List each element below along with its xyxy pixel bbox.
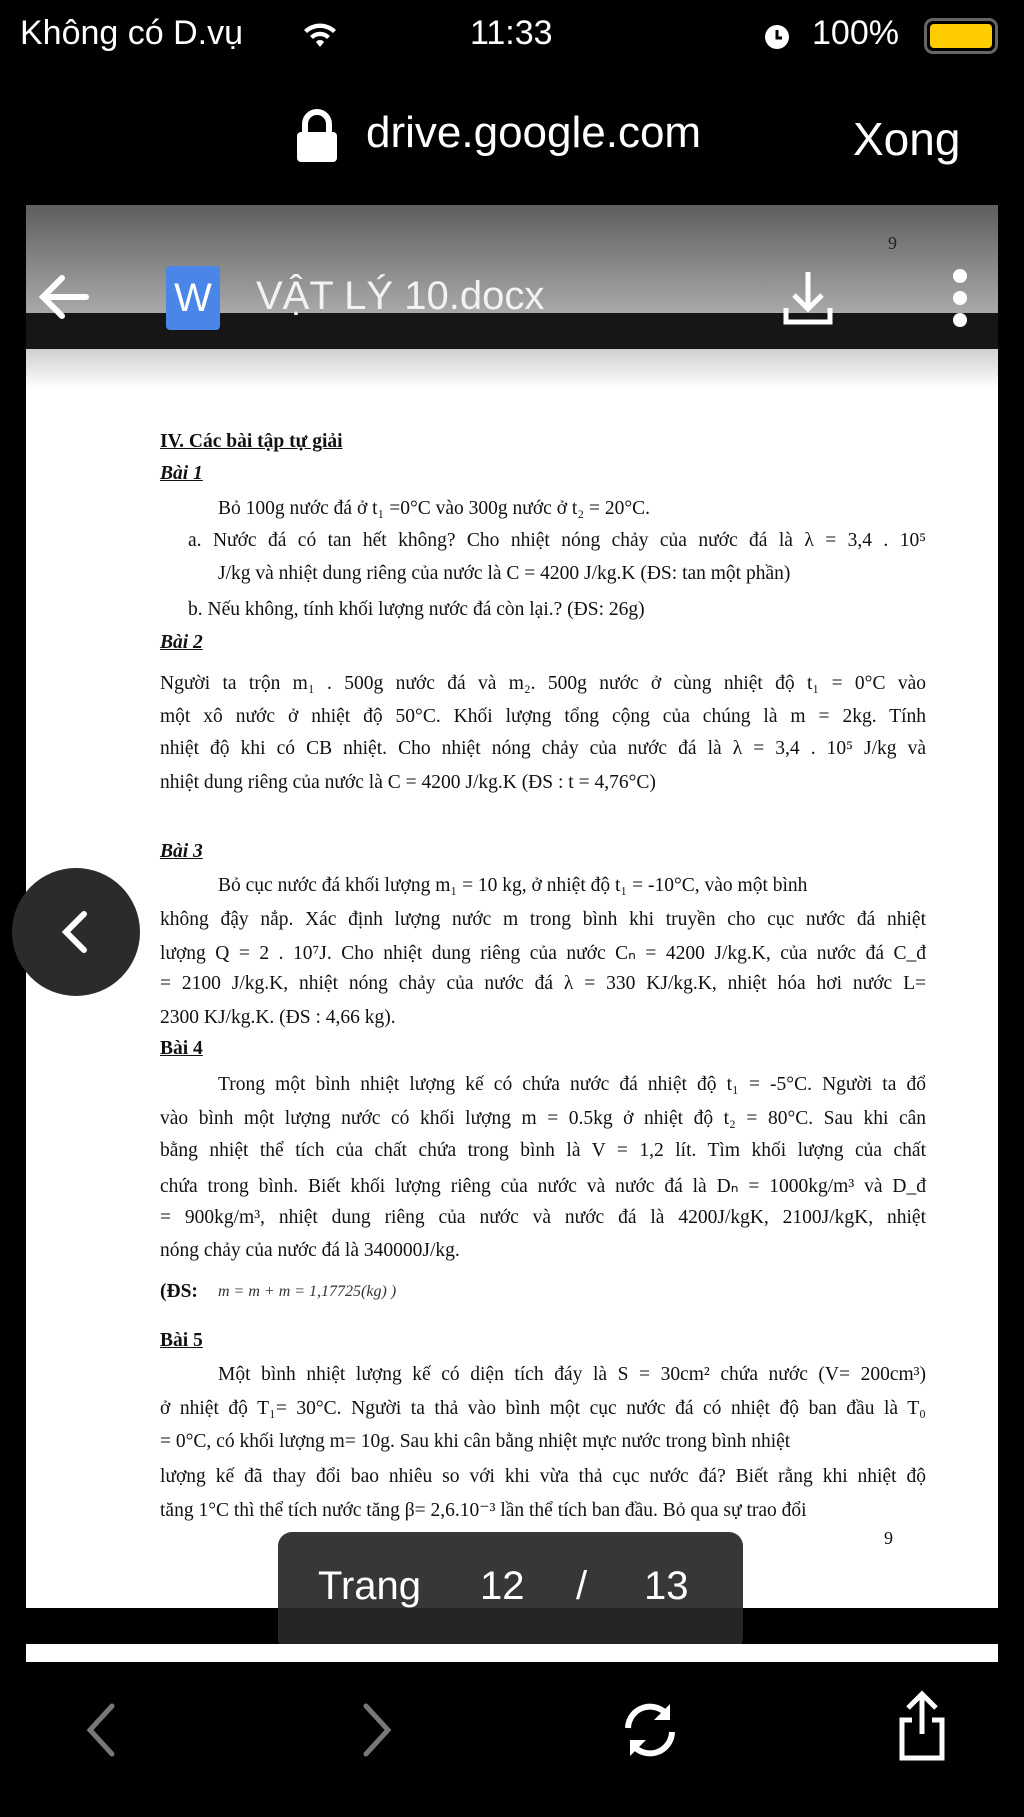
text-line: Bỏ cục nước đá khối lượng m₁ = 10 kg, ở nhiệt độ t₁ = -10°C, vào một bình [218, 875, 808, 896]
bai2-heading: Bài 2 [160, 632, 203, 653]
text-line: một xô nước ở nhiệt độ 50°C. Khối lượng tổng cộng của chúng là m = 2kg. Tính [160, 706, 926, 727]
status-bar [0, 0, 1024, 80]
text-line: tăng 1°C thì thể tích nước tăng β= 2,6.10⁻³ lần thể tích ban đầu. Bỏ qua sự trao đổi [160, 1500, 807, 1521]
section-title: IV. Các bài tập tự giải [160, 431, 343, 452]
browser-back-icon[interactable] [82, 1702, 118, 1758]
viewer-toolbar [0, 262, 1024, 332]
previous-file-button[interactable] [12, 868, 140, 996]
text-line: lượng kế đã thay đổi bao nhiêu so với khi vừa thả cục nước đá? Biết rằng khi nhiệt độ [160, 1466, 926, 1487]
lock-icon [295, 108, 339, 164]
text-line: Trong một bình nhiệt lượng kế có chứa nước đá nhiệt độ t₁ = -5°C. Người ta đổ [218, 1074, 926, 1095]
wifi-icon [302, 20, 338, 50]
text-line: ở nhiệt độ T₁= 30°C. Người ta thả vào bình một cục nước đá có nhiệt độ ban đầu là T₀ [160, 1398, 926, 1419]
browser-bottom-toolbar [0, 1662, 1024, 1817]
next-page-top [26, 1644, 998, 1662]
text-line: không đậy nắp. Xác định lượng nước m trong bình khi truyền cho cục nước đá nhiệt [160, 909, 926, 930]
bai5-heading: Bài 5 [160, 1330, 203, 1351]
page-separator: / [576, 1564, 588, 1608]
clock: 11:33 [470, 14, 553, 52]
text-line: nhiệt độ khi có CB nhiệt. Cho nhiệt nóng chảy của nước đá là λ = 3,4 . 10⁵ J/kg và [160, 738, 926, 759]
chevron-left-icon [56, 908, 92, 956]
carrier-label: Không có D.vụ [20, 14, 244, 52]
text-line: lượng Q = 2 . 10⁷J. Cho nhiệt dung riêng của nước Cₙ = 4200 J/kg.K, của nước đá C_đ [160, 943, 926, 964]
bai4-heading: Bài 4 [160, 1038, 203, 1059]
text-line: 2300 KJ/kg.K. (ĐS : 4,66 kg). [160, 1007, 396, 1028]
page-indicator [278, 1532, 743, 1652]
page-number: 9 [884, 1528, 893, 1548]
text-line: vào bình một lượng nước có khối lượng m = 0.5kg ở nhiệt độ t₂ = 80°C. Sau khi cân [160, 1108, 926, 1129]
browser-url-bar [0, 80, 1024, 205]
battery-percent: 100% [812, 14, 899, 52]
text-line: Bỏ 100g nước đá ở t₁ =0°C vào 300g nước ở t₂ = 20°C. [218, 498, 651, 519]
text-line: b. Nếu không, tính khối lượng nước đá còn lại.? (ĐS: 26g) [188, 599, 645, 620]
bai3-heading: Bài 3 [160, 841, 203, 862]
text-line: = 900kg/m³, nhiệt dung riêng của nước và nước đá là 4200J/kgK, 2100J/kgK, nhiệt [160, 1207, 926, 1228]
previous-page-number: 9 [888, 233, 897, 253]
text-line: a. Nước đá có tan hết không? Cho nhiệt nóng chảy của nước đá là λ = 3,4 . 10⁵ [188, 530, 926, 551]
document-title: VẬT LÝ 10.docx [256, 274, 545, 318]
download-icon[interactable] [780, 268, 836, 328]
url-text[interactable]: drive.google.com [366, 108, 702, 157]
text-line: bằng nhiệt thể tích của chất chứa trong bình là V = 1,2 lít. Tìm khối lượng của chất [160, 1140, 926, 1161]
back-arrow-icon[interactable] [36, 272, 92, 322]
battery-icon [924, 18, 998, 54]
bai4-answer-formula: m = m + m = 1,17725(kg) ) [218, 1283, 397, 1300]
word-file-icon: W [166, 266, 220, 330]
browser-forward-icon[interactable] [360, 1702, 396, 1758]
total-pages: 13 [644, 1564, 689, 1608]
text-line: J/kg và nhiệt dung riêng của nước là C = 4200 J/kg.K (ĐS: tan một phần) [218, 563, 791, 584]
text-line: nóng chảy của nước đá là 340000J/kg. [160, 1240, 460, 1261]
text-line: Người ta trộn m₁ . 500g nước đá và m₂. 500g nước ở cùng nhiệt độ t₁ = 0°C vào [160, 673, 926, 694]
text-line: = 2100 J/kg.K, nhiệt nóng chảy của nước đá λ = 330 KJ/kg.K, nhiệt hóa hơi nước L= [160, 973, 926, 994]
share-icon[interactable] [896, 1690, 948, 1762]
text-line: Một bình nhiệt lượng kế có diện tích đáy là S = 30cm² chứa nước (V= 200cm³) [218, 1364, 926, 1385]
page-label: Trang [318, 1564, 422, 1608]
bai4-answer-label: (ĐS: [160, 1281, 198, 1302]
alarm-icon [762, 20, 792, 52]
bai1-heading: Bài 1 [160, 463, 203, 484]
text-line: nhiệt dung riêng của nước là C = 4200 J/kg.K (ĐS : t = 4,76°C) [160, 772, 656, 793]
current-page: 12 [480, 1564, 525, 1608]
more-options-icon[interactable] [948, 266, 972, 330]
refresh-icon[interactable] [618, 1698, 682, 1762]
done-button[interactable]: Xong [853, 113, 961, 165]
text-line: chứa trong bình. Biết khối lượng riêng của nước và nước đá là Dₙ = 1000kg/m³ và D_đ [160, 1176, 926, 1197]
page-top-shadow [26, 349, 998, 389]
text-line: = 0°C, có khối lượng m= 10g. Sau khi cân bằng nhiệt mực nước trong bình nhiệt [160, 1431, 791, 1452]
